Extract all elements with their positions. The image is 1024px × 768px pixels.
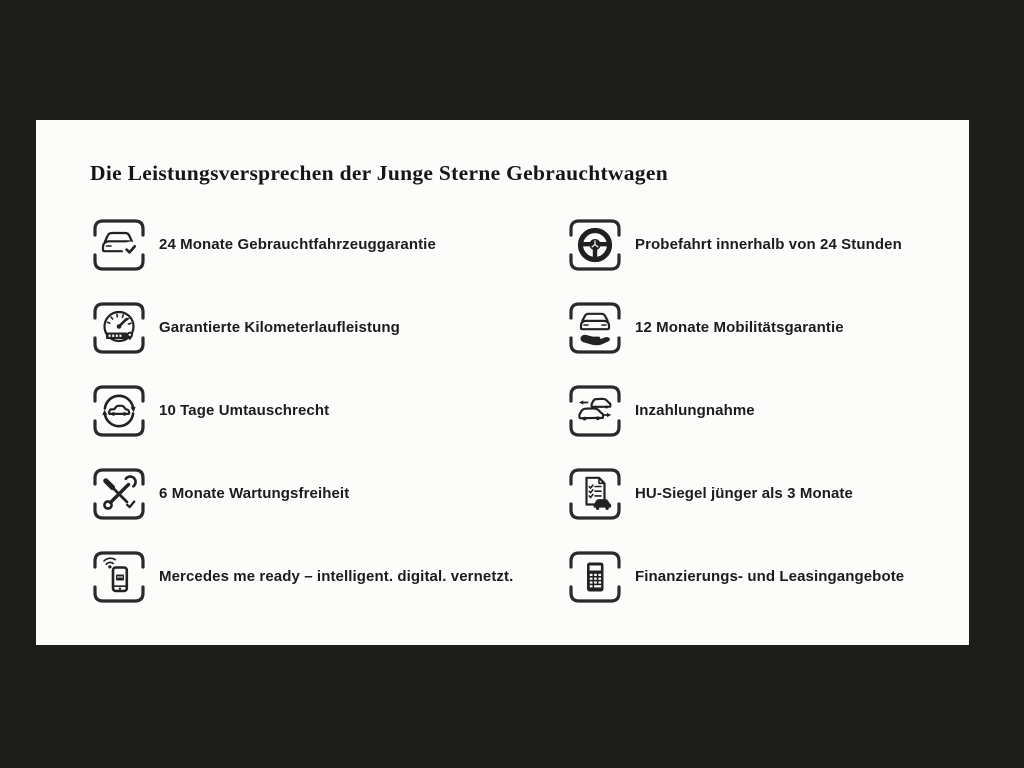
benefit-label: HU-Siegel jünger als 3 Monate	[635, 485, 853, 502]
car-on-hand-icon	[566, 299, 624, 357]
benefit-item-mercedes-me	[90, 535, 560, 618]
benefit-item-financing	[566, 535, 966, 618]
benefit-item-mobility-warranty	[566, 286, 966, 369]
benefit-item-maintenance-free	[90, 452, 560, 535]
benefit-label: 24 Monate Gebrauchtfahrzeuggarantie	[159, 236, 436, 253]
steering-wheel-icon	[566, 216, 624, 274]
benefit-label: Probefahrt innerhalb von 24 Stunden	[635, 236, 902, 253]
car-trade-in-icon	[566, 382, 624, 440]
benefit-label: 10 Tage Umtauschrecht	[159, 402, 330, 419]
benefit-label: Mercedes me ready – intelligent. digital. vernetzt.	[159, 568, 514, 585]
benefit-label: 12 Monate Mobilitätsgarantie	[635, 319, 844, 336]
calculator-icon	[566, 548, 624, 606]
benefits-column-right	[566, 203, 966, 618]
benefit-item-test-drive	[566, 203, 966, 286]
tools-icon	[90, 465, 148, 523]
benefit-item-hu-seal	[566, 452, 966, 535]
benefit-label: Garantierte Kilometerlaufleistung	[159, 319, 400, 336]
benefit-item-guaranteed-mileage	[90, 286, 560, 369]
car-check-icon	[90, 216, 148, 274]
benefit-item-trade-in	[566, 369, 966, 452]
benefits-column-left	[90, 203, 560, 618]
page-title: Die Leistungsversprechen der Junge Sterne Gebrauchtwagen	[90, 161, 668, 185]
phone-connectivity-icon	[90, 548, 148, 606]
benefit-label: Inzahlungnahme	[635, 402, 755, 419]
speedometer-icon	[90, 299, 148, 357]
benefit-label: 6 Monate Wartungsfreiheit	[159, 485, 350, 502]
benefit-item-used-car-warranty	[90, 203, 560, 286]
benefit-label: Finanzierungs- und Leasingangebote	[635, 568, 905, 585]
inspection-checklist-icon	[566, 465, 624, 523]
benefit-item-exchange-right	[90, 369, 560, 452]
benefits-promo-card	[36, 120, 969, 645]
car-exchange-icon	[90, 382, 148, 440]
